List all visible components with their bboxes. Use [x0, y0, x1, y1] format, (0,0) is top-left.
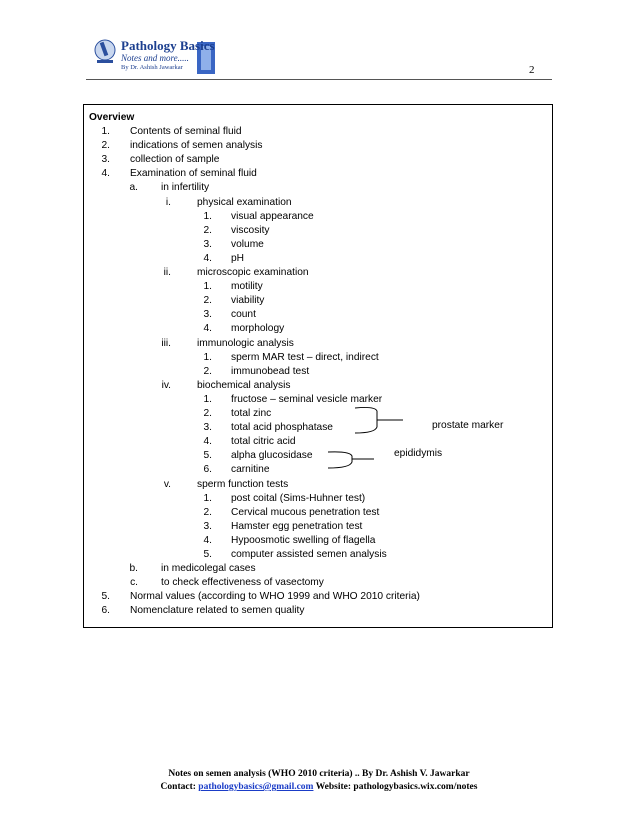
epididymis-annotation: epididymis	[394, 448, 443, 459]
outline-item-text: Hamster egg penetration test	[231, 520, 363, 532]
outline-item-text: total zinc	[231, 408, 272, 419]
outline-item-text: morphology	[231, 323, 285, 335]
email-link[interactable]: pathologybasics@gmail.com	[198, 782, 314, 792]
outline-item-number: 1.	[203, 210, 212, 222]
outline-item-text: total citric acid	[231, 436, 296, 448]
epididymis-brace-icon	[328, 450, 378, 470]
outline-item-number: iii.	[161, 337, 171, 349]
outline-item-text: sperm function tests	[197, 478, 289, 490]
outline-item-number: 2.	[101, 140, 110, 152]
outline-item-number: 1.	[203, 351, 212, 363]
logo-title: Pathology Basics	[121, 38, 215, 53]
logo-subtitle: Notes and more.....	[121, 53, 189, 63]
outline-item-number: i.	[165, 196, 171, 208]
outline-item-text: Examination of seminal fluid	[130, 168, 257, 180]
outline-item-number: 1.	[203, 281, 212, 293]
outline-item-number: a.	[129, 182, 138, 194]
outline-item-text: viscosity	[231, 224, 270, 236]
outline-item-text: Nomenclature related to semen quality	[130, 605, 305, 617]
logo	[93, 36, 219, 76]
outline-item-text: carnitine	[231, 464, 270, 476]
outline-item-text: indications of semen analysis	[130, 140, 263, 152]
prostate-brace-icon	[355, 405, 405, 435]
outline-item-number: 3.	[203, 422, 212, 434]
contact-label: Contact:	[160, 782, 196, 792]
outline-item-text: volume	[231, 238, 264, 250]
outline-item-number: c.	[130, 577, 138, 589]
outline-item-number: v.	[163, 478, 171, 490]
outline-item-number: 3.	[101, 154, 110, 166]
footer-contact	[0, 782, 638, 792]
footer-title: Notes on semen analysis (WHO 2010 criteria) .. By Dr. Ashish V. Jawarkar	[168, 769, 470, 779]
outline-item-text: alpha glucosidase	[231, 450, 313, 462]
outline-item-text: fructose – seminal vesicle marker	[231, 393, 383, 405]
prostate-marker-annotation: prostate marker	[432, 420, 504, 431]
overview-heading: Overview	[89, 112, 135, 123]
outline-item-number: 2.	[203, 295, 212, 307]
outline-item-text: in infertility	[161, 182, 210, 194]
outline-item-number: 6.	[101, 605, 110, 617]
outline-item-number: 5.	[203, 450, 212, 462]
outline-item-text: motility	[231, 281, 263, 293]
outline-item-text: count	[231, 309, 256, 321]
outline-item-text: immunobead test	[231, 365, 310, 377]
outline-item-text: sperm MAR test – direct, indirect	[231, 351, 379, 363]
outline-item-text: in medicolegal cases	[161, 563, 256, 575]
outline-item-text: to check effectiveness of vasectomy	[161, 577, 324, 589]
outline-item-number: 4.	[203, 534, 212, 546]
outline-item-number: 6.	[203, 464, 212, 476]
outline-item-number: 2.	[203, 506, 212, 518]
outline-item-text: Normal values (according to WHO 1999 and WHO 2010 criteria)	[130, 591, 420, 603]
outline-item-number: 3.	[203, 520, 212, 532]
outline-item-number: 2.	[203, 224, 212, 236]
page-number: 2	[529, 64, 535, 76]
outline-item-number: 3.	[203, 309, 212, 321]
outline-item-text: biochemical analysis	[197, 379, 291, 391]
outline-item-text: immunologic analysis	[197, 337, 294, 349]
outline-item-text: Contents of seminal fluid	[130, 126, 242, 137]
outline-item-number: 5.	[101, 591, 110, 603]
outline-item-text: Hypoosmotic swelling of flagella	[231, 534, 376, 546]
outline-item-text: physical examination	[197, 196, 292, 208]
outline-item-number: 3.	[203, 238, 212, 250]
logo-author: By Dr. Ashish Jawarkar	[121, 64, 183, 71]
outline-item-number: 1.	[203, 393, 212, 405]
outline-item-text: collection of sample	[130, 154, 220, 166]
outline-item-number: 1.	[101, 126, 110, 137]
outline-item-number: 2.	[203, 365, 212, 377]
outline-item-text: computer assisted semen analysis	[231, 549, 387, 560]
outline-item-text: pH	[231, 252, 245, 264]
outline-item-number: 5.	[203, 549, 212, 560]
outline-item-number: b.	[129, 563, 138, 575]
outline-item-text: post coital (Sims-Huhner test)	[231, 492, 366, 504]
header-divider	[86, 79, 552, 80]
outline-item-number: 4.	[101, 168, 110, 180]
outline-item-text: microscopic examination	[197, 267, 309, 278]
outline-item-text: Cervical mucous penetration test	[231, 506, 380, 518]
outline-item-number: 4.	[203, 436, 212, 448]
website-label: Website: pathologybasics.wix.com/notes	[315, 782, 478, 792]
outline-item-number: 2.	[203, 408, 212, 419]
outline-item-text: total acid phosphatase	[231, 422, 333, 434]
outline-item-text: viability	[231, 295, 265, 307]
outline-item-number: iv.	[161, 379, 171, 391]
outline-item-number: 1.	[203, 492, 212, 504]
outline-item-number: 4.	[203, 252, 212, 264]
outline-item-number: ii.	[163, 267, 171, 278]
outline-item-number: 4.	[203, 323, 212, 335]
outline-item-text: visual appearance	[231, 210, 314, 222]
